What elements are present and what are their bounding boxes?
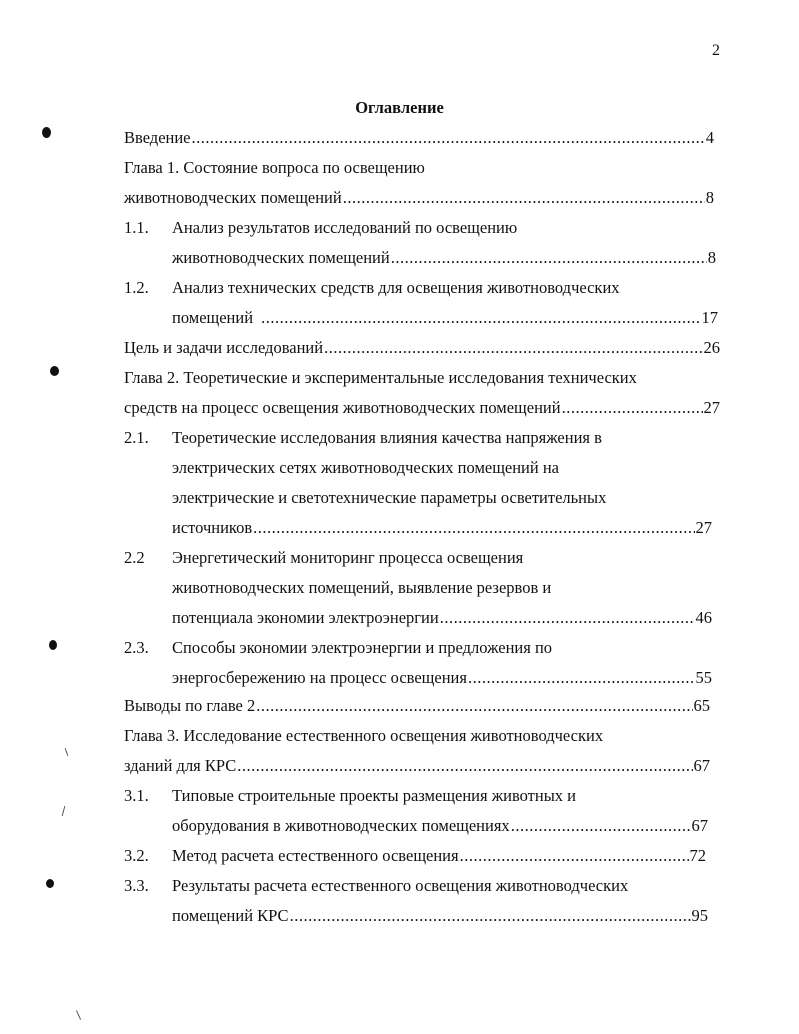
toc-entry-text: Метод расчета естественного освещения xyxy=(172,846,459,865)
toc-leader-dots xyxy=(256,696,692,716)
toc-entry xyxy=(124,214,714,238)
toc-entry-text: Способы экономии электроэнергии и предложения по xyxy=(172,638,553,657)
toc-entry xyxy=(172,604,712,628)
toc-entry-text: животноводческих помещений xyxy=(124,188,342,207)
toc-entry xyxy=(124,544,714,568)
toc-entry-text: Глава 2. Теоретические и экспериментальные исследования технических xyxy=(124,368,637,387)
scan-mark xyxy=(76,1010,81,1019)
toc-entry-number: 3.1. xyxy=(124,786,149,805)
toc-entry-text: зданий для КРС xyxy=(124,756,237,775)
toc-entry-text: потенциала экономии электроэнергии xyxy=(172,608,439,627)
toc-leader-dots xyxy=(460,846,689,866)
scan-speck xyxy=(50,366,59,376)
toc-entry xyxy=(124,184,714,208)
toc-entry xyxy=(172,664,712,688)
toc-leader-dots xyxy=(261,308,700,328)
toc-title: Оглавление xyxy=(355,98,444,117)
toc-entry-text: Типовые строительные проекты размещения животных и xyxy=(172,786,577,805)
toc-entry xyxy=(124,154,714,178)
toc-entry xyxy=(172,812,708,836)
toc-entry-number: 1.1. xyxy=(124,218,149,237)
toc-entry-page: 27 xyxy=(703,398,720,417)
toc-entry xyxy=(124,124,714,148)
toc-entry-page: 4 xyxy=(705,128,714,147)
toc-entry-text: Энергетический мониторинг процесса освещения xyxy=(172,548,524,567)
page-number: 2 xyxy=(712,42,720,59)
toc-entry xyxy=(124,842,706,866)
toc-leader-dots xyxy=(440,608,695,628)
toc-entry-number: 2.2 xyxy=(124,548,145,567)
toc-entry-text: энергосбережению на процесс освещения xyxy=(172,668,467,687)
toc-entry-text: Анализ результатов исследований по освещению xyxy=(172,218,518,237)
toc-entry-text: Введение xyxy=(124,128,191,147)
toc-entry-text: оборудования в животноводческих помещениях xyxy=(172,816,510,835)
toc-entry-page: 55 xyxy=(695,668,712,687)
toc-entry xyxy=(124,722,714,746)
toc-entry-text: средств на процесс освещения животноводческих помещений xyxy=(124,398,561,417)
toc-entry-page: 8 xyxy=(705,188,714,207)
toc-entry-text: Теоретические исследования влияния качества напряжения в xyxy=(172,428,602,447)
toc-entry-number: 1.2. xyxy=(124,278,149,297)
toc-leader-dots xyxy=(468,668,695,688)
toc-leader-dots xyxy=(237,756,692,776)
toc-entry-number: 3.2. xyxy=(124,846,149,865)
toc-entry-page: 26 xyxy=(703,338,720,357)
toc-entry xyxy=(172,244,716,268)
toc-leader-dots xyxy=(343,188,705,208)
toc-leader-dots xyxy=(562,398,703,418)
scan-mark xyxy=(62,806,66,816)
toc-entry xyxy=(124,334,720,358)
toc-entry-page: 72 xyxy=(689,846,706,865)
toc-entry-number: 3.3. xyxy=(124,876,149,895)
toc-entry xyxy=(124,364,720,388)
toc-leader-dots xyxy=(253,518,694,538)
toc-entry-number: 2.1. xyxy=(124,428,149,447)
toc-entry-text: Глава 3. Исследование естественного освещения животноводческих xyxy=(124,726,604,745)
toc-entry-text: животноводческих помещений xyxy=(172,248,390,267)
toc-entry xyxy=(124,752,710,776)
toc-entry xyxy=(124,782,714,806)
toc-entry-text: Цель и задачи исследований xyxy=(124,338,324,357)
toc-leader-dots xyxy=(324,338,702,358)
toc-entry-page: 27 xyxy=(695,518,712,537)
toc-entry-page: 95 xyxy=(691,906,708,925)
toc-entry xyxy=(172,304,718,328)
toc-entry-page: 67 xyxy=(691,816,708,835)
toc-leader-dots xyxy=(290,906,691,926)
toc-entry xyxy=(172,574,716,598)
toc-entry-page: 67 xyxy=(693,756,710,775)
scan-mark xyxy=(65,748,69,756)
toc-leader-dots xyxy=(511,816,691,836)
toc-entry-text: Результаты расчета естественного освещения животноводческих xyxy=(172,876,629,895)
toc-entry xyxy=(172,902,708,926)
toc-entry-text: Анализ технических средств для освещения животноводческих xyxy=(172,278,620,297)
toc-entry xyxy=(124,872,714,896)
toc-entry xyxy=(124,424,714,448)
toc-leader-dots xyxy=(192,128,705,148)
toc-entry-text: помещений КРС xyxy=(172,906,289,925)
toc-entry-page: 17 xyxy=(701,308,718,327)
toc-entry-text: Глава 1. Состояние вопроса по освещению xyxy=(124,158,425,177)
toc-entry xyxy=(172,514,712,538)
toc-entry-text: электрических сетях животноводческих помещений на xyxy=(172,458,560,477)
toc-entry-text: Выводы по главе 2 xyxy=(124,696,256,715)
scan-speck xyxy=(46,879,54,888)
toc-entry xyxy=(172,454,716,478)
toc-leader-dots xyxy=(391,248,707,268)
scan-speck xyxy=(42,127,51,138)
toc-entry xyxy=(124,274,714,298)
scan-speck xyxy=(49,640,57,650)
toc-entry-page: 65 xyxy=(693,696,710,715)
toc-entry-page: 46 xyxy=(695,608,712,627)
toc-entry-number: 2.3. xyxy=(124,638,149,657)
toc-entry-text: источников xyxy=(172,518,253,537)
toc-entry xyxy=(124,692,710,716)
toc-entry-text: электрические и светотехнические параметры осветительных xyxy=(172,488,607,507)
toc-entry xyxy=(124,634,714,658)
toc-entry-text: помещений xyxy=(172,308,254,327)
toc-entry xyxy=(172,484,716,508)
toc-entry xyxy=(124,394,720,418)
toc-entry-page: 8 xyxy=(707,248,716,267)
toc-entry-text: животноводческих помещений, выявление резервов и xyxy=(172,578,552,597)
